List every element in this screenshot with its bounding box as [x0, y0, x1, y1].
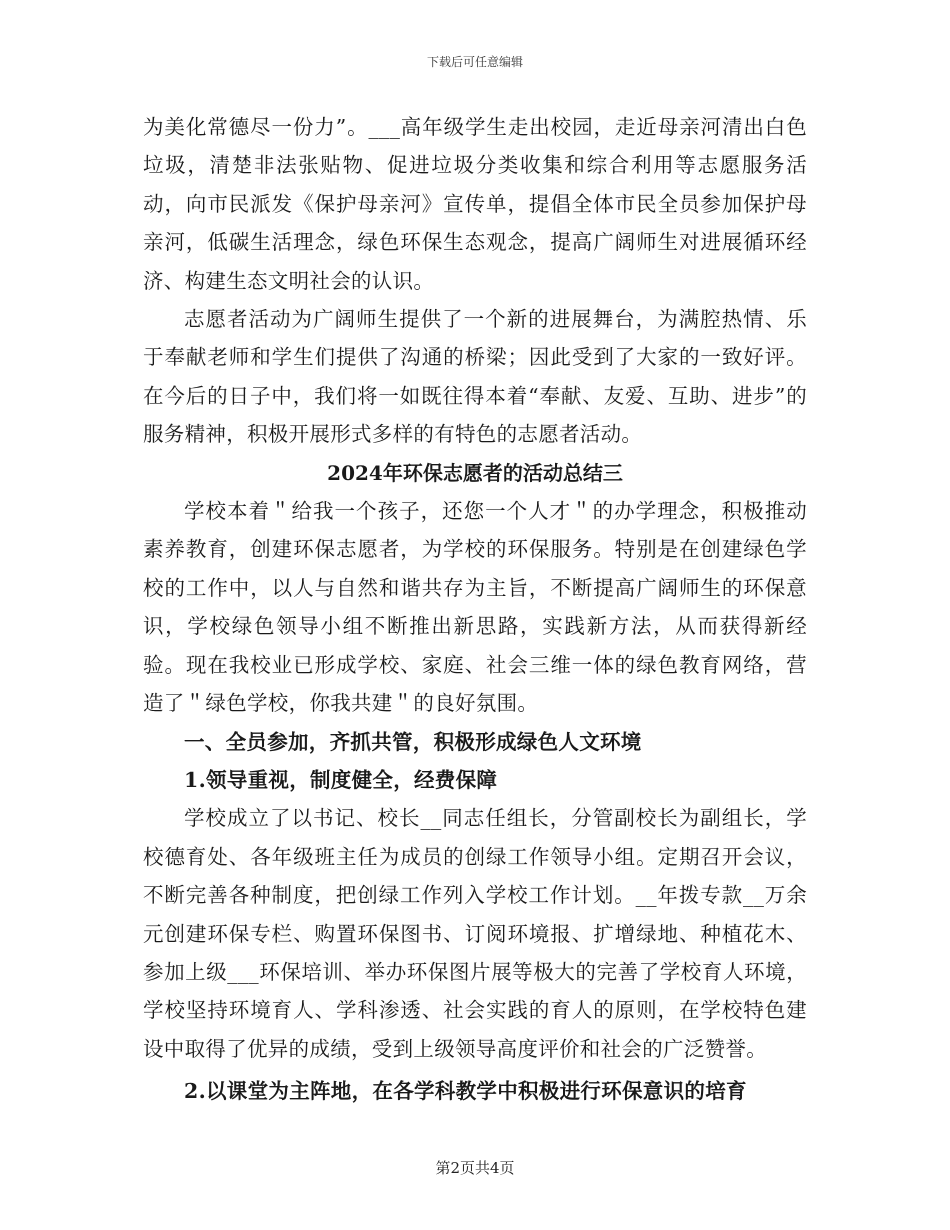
heading-level-1: 一、全员参加，齐抓共管，积极形成绿色人文环境	[184, 729, 642, 754]
paragraph-leadership: 学校成立了以书记、校长__同志任组长，分管副校长为副组长，学校德育处、各年级班主任为成员的创绿工作领导小组。定期召开会议，不断完善各种制度，把创绿工作列入学校工作计划。__年拨专款__万余元创建环保专栏、购置环保图书、订阅环境报、扩增绿地、种植花木、参加上级___环保培训、举办环保图片展等极大的完善了学校育人环境，学校坚持环境育人、学科渗透、社会实践的育人的原则，在学校特色建设中取得了优异的成绩，受到上级领导高度评价和社会的广泛赞誉。	[143, 806, 807, 1061]
section-title: 2024年环保志愿者的活动总结三	[327, 460, 623, 485]
document-body	[143, 108, 807, 1111]
heading-level-2-second: 2.以课堂为主阵地，在各学科教学中积极进行环保意识的培育	[184, 1079, 747, 1104]
heading-level-2-first: 1.领导重视，制度健全，经费保障	[184, 767, 498, 792]
paragraph-continued: 为美化常德尽一份力”。___高年级学生走出校园，走近母亲河清出白色垃圾，清楚非法张贴物、促进垃圾分类收集和综合利用等志愿服务活动，向市民派发《保护母亲河》宣传单，提倡全体市民全员参加保护母亲河，低碳生活理念，绿色环保生态观念，提高广阔师生对进展循环经济、构建生态文明社会的认识。	[143, 115, 807, 293]
paragraph-school-intro: 学校本着＂给我一个孩子，还您一个人才＂的办学理念，积极推动素养教育，创建环保志愿者，为学校的环保服务。特别是在创建绿色学校的工作中，以人与自然和谐共存为主旨，不断提高广阔师生的环保意识，学校绿色领导小组不断推出新思路，实践新方法，从而获得新经验。现在我校业已形成学校、家庭、社会三维一体的绿色教育网络，营造了＂绿色学校，你我共建＂的良好氛围。	[143, 499, 807, 716]
paragraph-volunteer-summary: 志愿者活动为广阔师生提供了一个新的进展舞台，为满腔热情、乐于奉献老师和学生们提供了沟通的桥梁；因此受到了大家的一致好评。在今后的日子中，我们将一如既往得本着“奉献、友爱、互助、进步”的服务精神，积极开展形式多样的有特色的志愿者活动。	[143, 307, 807, 447]
page-number: 第2页共4页	[435, 1159, 515, 1177]
page-header-note: 下载后可任意编辑	[426, 55, 523, 69]
